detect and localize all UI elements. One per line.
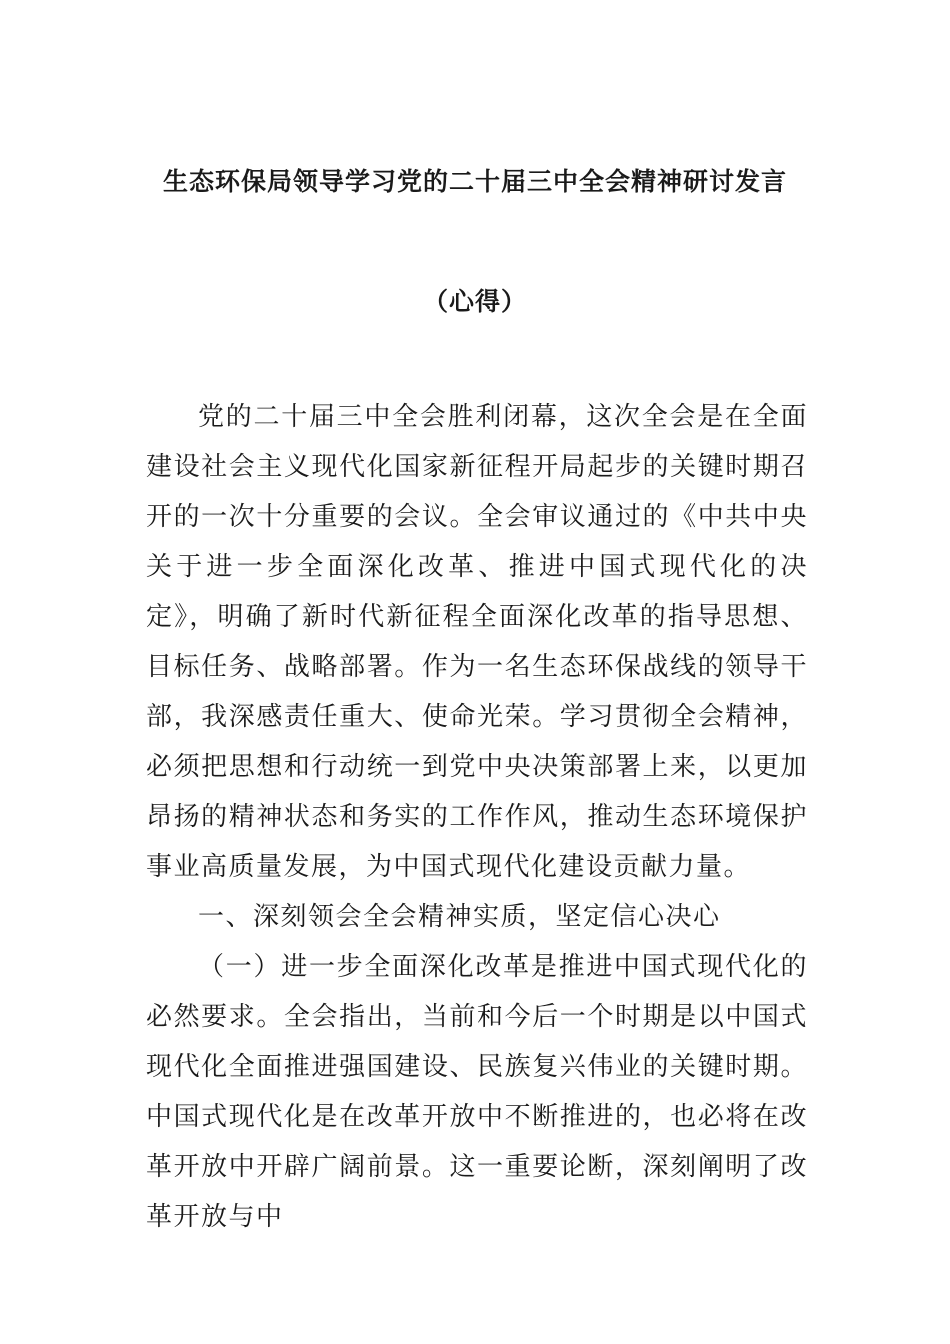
section-heading-1: 一、深刻领会全会精神实质，坚定信心决心 bbox=[198, 902, 721, 932]
body-paragraph-section-1-1: （一）进一步全面深化改革是推进中国式现代化的必然要求。全会指出，当前和今后一个时期是以中国式现代化全面推进强国建设、民族复兴伟业的关键时期。中国式现代化是在改革开放中不断推进的，也必将在改革开放中开辟广阔前景。这一重要论断，深刻阐明了改革开放与中 bbox=[146, 952, 808, 1232]
body-paragraph-intro: 党的二十届三中全会胜利闭幕，这次全会是在全面建设社会主义现代化国家新征程开局起步的关键时期召开的一次十分重要的会议。全会审议通过的《中共中央关于进一步全面深化改革、推进中国式现代化的决定》，明确了新时代新征程全面深化改革的指导思想、目标任务、战略部署。作为一名生态环保战线的领导干部，我深感责任重大、使命光荣。学习贯彻全会精神，必须把思想和行动统一到党中央决策部署上来，以更加昂扬的精神状态和务实的工作作风，推动生态环境保护事业高质量发展，为中国式现代化建设贡献力量。 bbox=[146, 402, 808, 882]
document-title: 生态环保局领导学习党的二十届三中全会精神研讨发言 bbox=[162, 167, 787, 196]
document-subtitle: （心得） bbox=[422, 287, 527, 316]
